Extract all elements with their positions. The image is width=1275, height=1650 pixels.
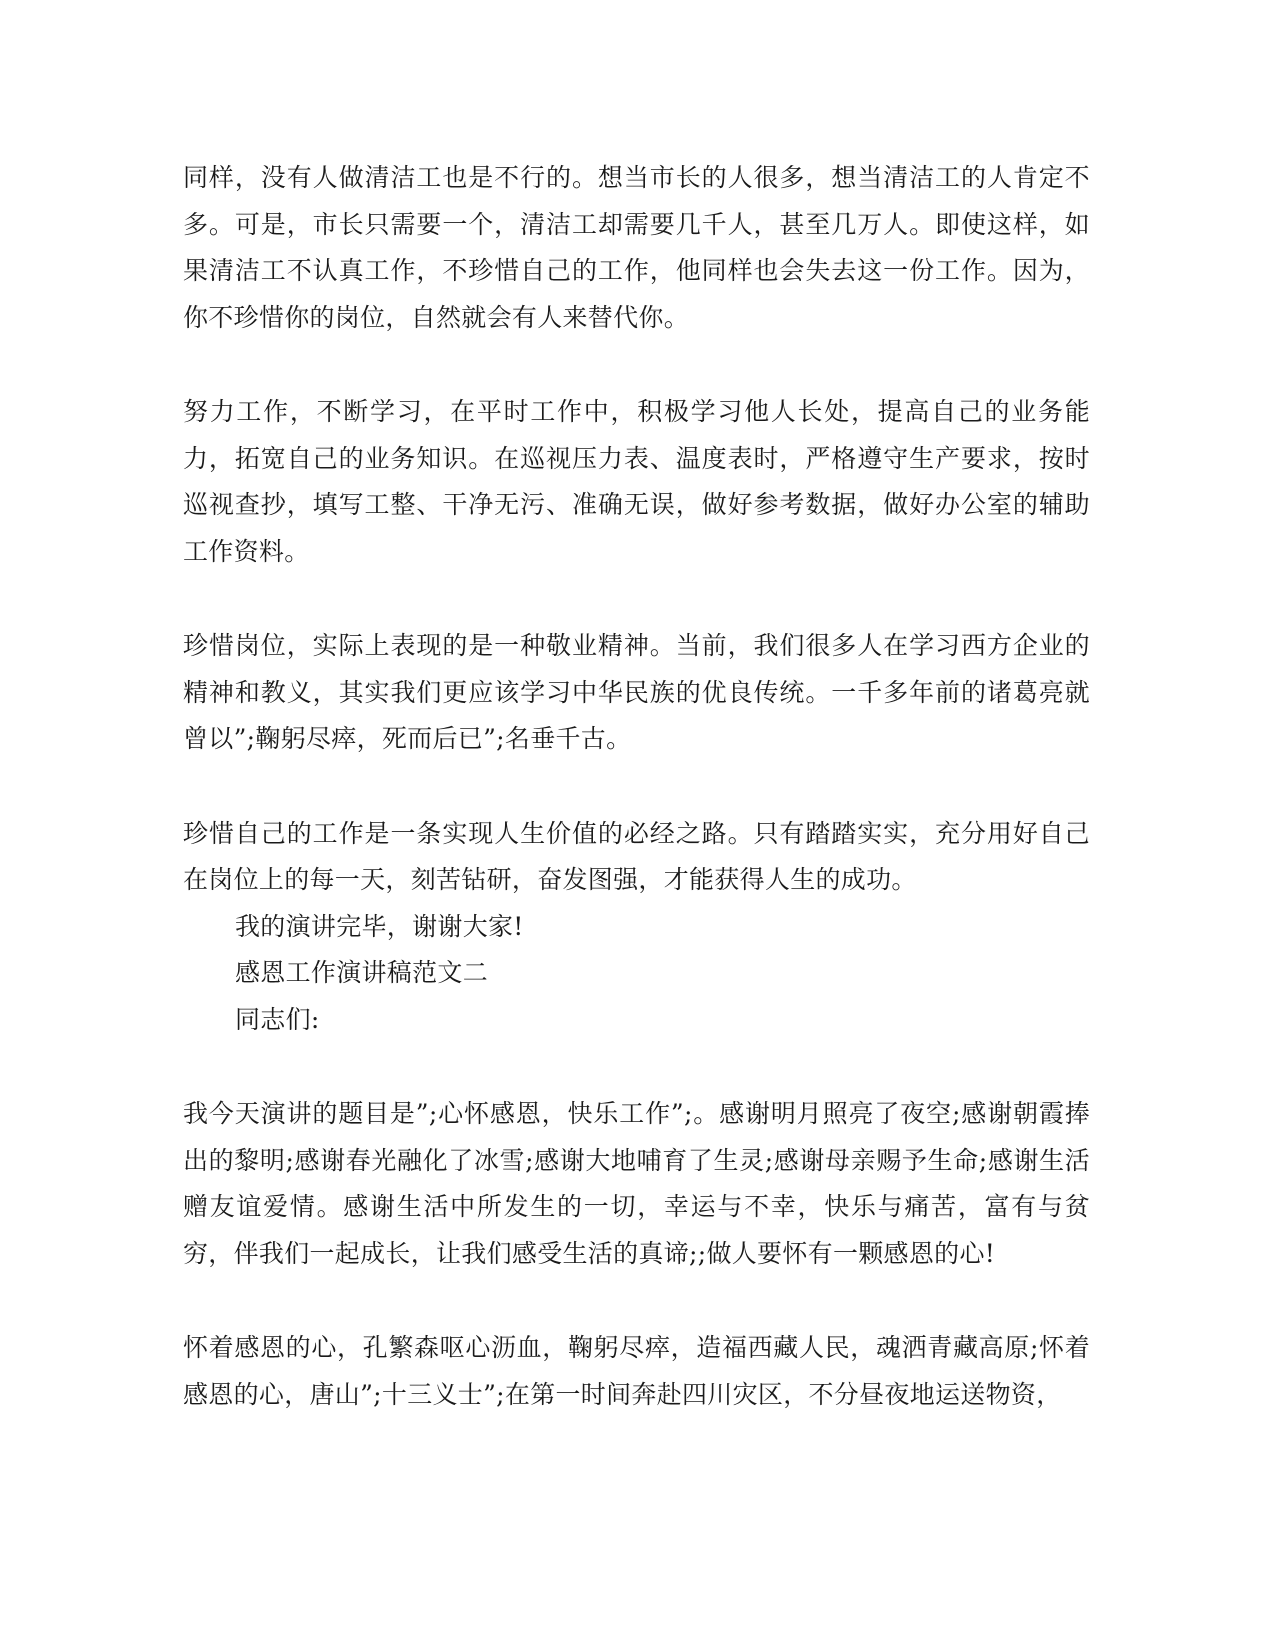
paragraph-cherish-post: 珍惜岗位，实际上表现的是一种敬业精神。当前，我们很多人在学习西方企业的精神和教义，其实我们更应该学习中华民族的优良传统。一千多年前的诸葛亮就曾以”;鞠躬尽瘁，死而后已”;名垂千古。	[183, 631, 1090, 753]
paragraph-gap	[183, 1277, 1090, 1325]
section-title: 感恩工作演讲稿范文二	[235, 958, 489, 987]
paragraph-gap	[183, 575, 1090, 623]
salutation: 同志们:	[235, 1004, 320, 1034]
paragraph-gap	[183, 1043, 1090, 1091]
document-body	[183, 155, 1090, 1418]
paragraph-life-value: 珍惜自己的工作是一条实现人生价值的必经之路。只有踏踏实实，充分用好自己在岗位上的每一天，刻苦钻研，奋发图强，才能获得人生的成功。	[183, 818, 1090, 894]
closing-line: 我的演讲完毕，谢谢大家!	[235, 911, 524, 941]
paragraph-gratitude-topic: 我今天演讲的题目是”;心怀感恩，快乐工作”;。感谢明月照亮了夜空;感谢朝霞捧出的黎明;感谢春光融化了冰雪;感谢大地哺育了生灵;感谢母亲赐予生命;感谢生活赠友谊爱情。感谢生活中所发生的一切，幸运与不幸，快乐与痛苦，富有与贫穷，伴我们一起成长，让我们感受生活的真谛;;做人要怀有一颗感恩的心!	[183, 1099, 1090, 1268]
paragraph-hard-work: 努力工作，不断学习，在平时工作中，积极学习他人长处，提高自己的业务能力，拓宽自己的业务知识。在巡视压力表、温度表时，严格遵守生产要求，按时巡视查抄，填写工整、干净无污、准确无误，做好参考数据，做好办公室的辅助工作资料。	[183, 397, 1090, 566]
paragraph-grateful-heart: 怀着感恩的心，孔繁森呕心沥血，鞠躬尽瘁，造福西藏人民，魂洒青藏高原;怀着感恩的心，唐山”;十三义士”;在第一时间奔赴四川灾区，不分昼夜地运送物资，	[183, 1333, 1090, 1409]
paragraph-gap	[183, 763, 1090, 811]
paragraph-cleaner: 同样，没有人做清洁工也是不行的。想当市长的人很多，想当清洁工的人肯定不多。可是，市长只需要一个，清洁工却需要几千人，甚至几万人。即使这样，如果清洁工不认真工作，不珍惜自己的工作，他同样也会失去这一份工作。因为，你不珍惜你的岗位，自然就会有人来替代你。	[183, 163, 1090, 332]
paragraph-gap	[183, 341, 1090, 389]
